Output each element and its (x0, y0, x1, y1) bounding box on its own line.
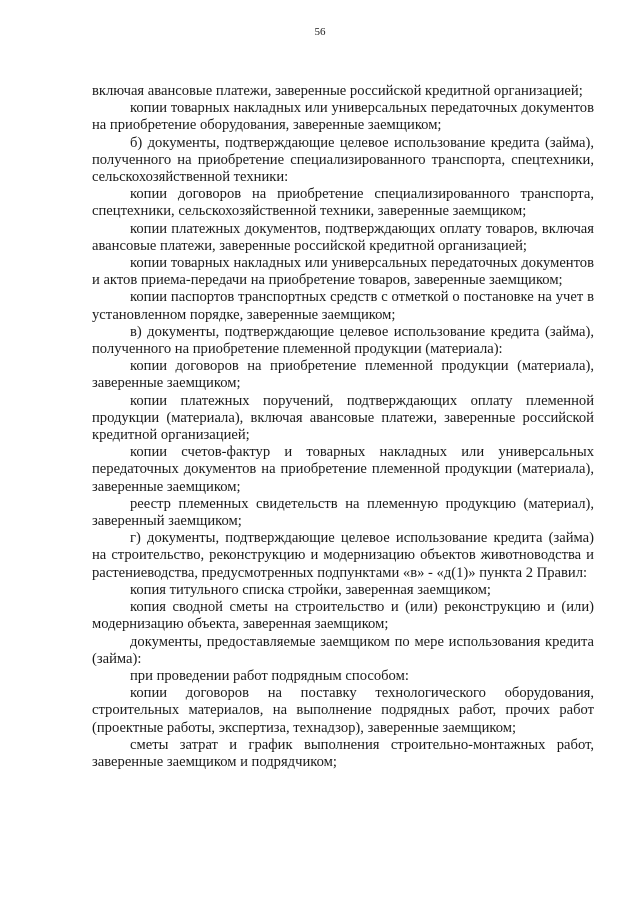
paragraph: копии договоров на приобретение специализированного транспорта, спецтехники, сельскохозяйственной техники, заверенные заемщиком; (92, 186, 594, 220)
paragraph: копии договоров на приобретение племенной продукции (материала), заверенные заемщиком; (92, 358, 594, 392)
document-body (92, 83, 594, 771)
paragraph: копии договоров на поставку технологического оборудования, строительных материалов, на выполнение подрядных работ, прочих работ (проектные работы, экспертиза, технадзор), заверенные заемщиком; (92, 685, 594, 736)
paragraph: копии паспортов транспортных средств с отметкой о постановке на учет в установленном порядке, заверенные заемщиком; (92, 289, 594, 323)
paragraph: сметы затрат и график выполнения строительно-монтажных работ, заверенные заемщиком и подрядчиком; (92, 736, 594, 770)
page-number: 56 (314, 26, 326, 38)
paragraph: при проведении работ подрядным способом: (130, 667, 409, 684)
paragraph: б) документы, подтверждающие целевое использование кредита (займа), полученного на приобретение специализированного транспорта, спецтехники, сельскохозяйственной техники: (92, 134, 594, 186)
paragraph: реестр племенных свидетельств на племенную продукцию (материал), заверенный заемщиком; (92, 495, 594, 530)
paragraph: копии платежных документов, подтверждающих оплату товаров, включая авансовые платежи, заверенные российской кредитной организацией; (92, 220, 594, 254)
paragraph: копии платежных поручений, подтверждающих оплату племенной продукции (материала), включая авансовые платежи, заверенные российской кредитной организацией; (92, 392, 594, 444)
paragraph: копия титульного списка стройки, заверенная заемщиком; (130, 581, 491, 598)
paragraph: г) документы, подтверждающие целевое использование кредита (займа) на строительство, реконструкцию и модернизацию объектов животноводства и растениеводства, предусмотренных подпунктами «в» - «д(1)» пункта 2 Правил: (92, 530, 594, 581)
paragraph: документы, предоставляемые заемщиком по мере использования кредита (займа): (92, 633, 594, 667)
paragraph: копии товарных накладных или универсальных передаточных документов и актов приема-передачи на приобретение товаров, заверенные заемщиком; (92, 255, 594, 289)
paragraph: в) документы, подтверждающие целевое использование кредита (займа), полученного на приобретение племенной продукции (материала): (92, 323, 594, 358)
paragraph: копии счетов-фактур и товарных накладных или универсальных передаточных документов на приобретение племенной продукции (материала), заверенные заемщиком; (92, 444, 594, 495)
paragraph: копия сводной сметы на строительство и (или) реконструкцию и (или) модернизацию объекта, заверенная заемщиком; (92, 599, 594, 633)
paragraph: включая авансовые платежи, заверенные российской кредитной организацией; (92, 83, 583, 99)
paragraph: копии товарных накладных или универсальных передаточных документов на приобретение оборудования, заверенные заемщиком; (92, 100, 594, 134)
